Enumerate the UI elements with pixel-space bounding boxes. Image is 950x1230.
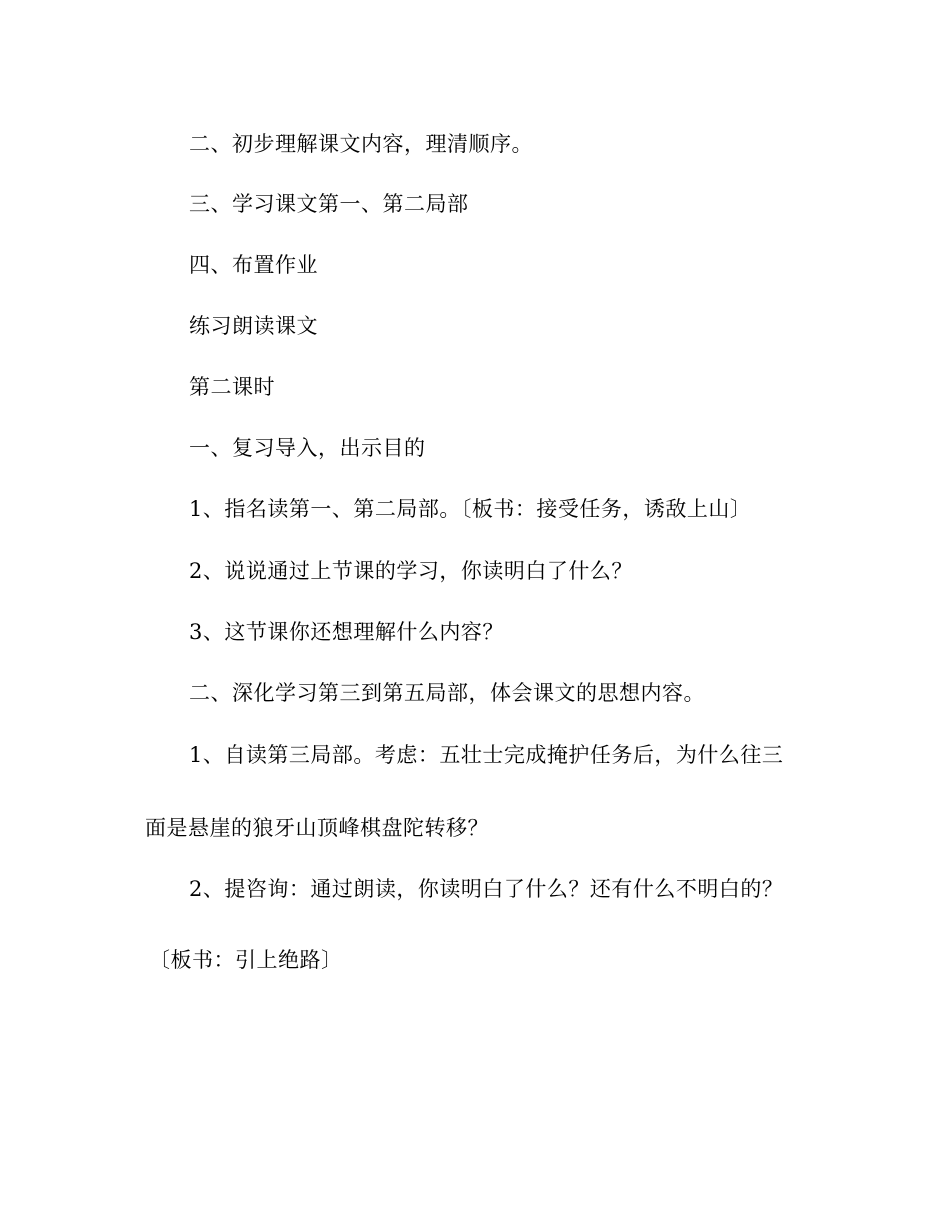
text-line: 2、提咨询：通过朗读，你读明白了什么？还有什么不明白的？: [189, 877, 784, 901]
text-line: 1、指名读第一、第二局部。〔板书：接受任务，诱敌上山〕: [189, 497, 752, 521]
text-line: 一、复习导入，出示目的: [189, 436, 426, 460]
text-line: 二、初步理解课文内容，理清顺序。: [189, 132, 533, 156]
text-line: 练习朗读课文: [189, 314, 318, 338]
text-line: 面是悬崖的狼牙山顶峰棋盘陀转移？: [145, 816, 489, 840]
text-line: 1、自读第三局部。考虑：五壮士完成掩护任务后，为什么往三: [189, 743, 784, 767]
text-line: 3、这节课你还想理解什么内容？: [189, 620, 504, 644]
text-line: 四、布置作业: [189, 253, 318, 277]
text-line: 三、学习课文第一、第二局部: [189, 192, 469, 216]
text-line: 2、说说通过上节课的学习，你读明白了什么？: [189, 559, 633, 583]
text-line: 第二课时: [189, 375, 275, 399]
text-line: 〔板书：引上绝路〕: [149, 948, 343, 972]
text-line: 二、深化学习第三到第五局部，体会课文的思想内容。: [189, 681, 705, 705]
